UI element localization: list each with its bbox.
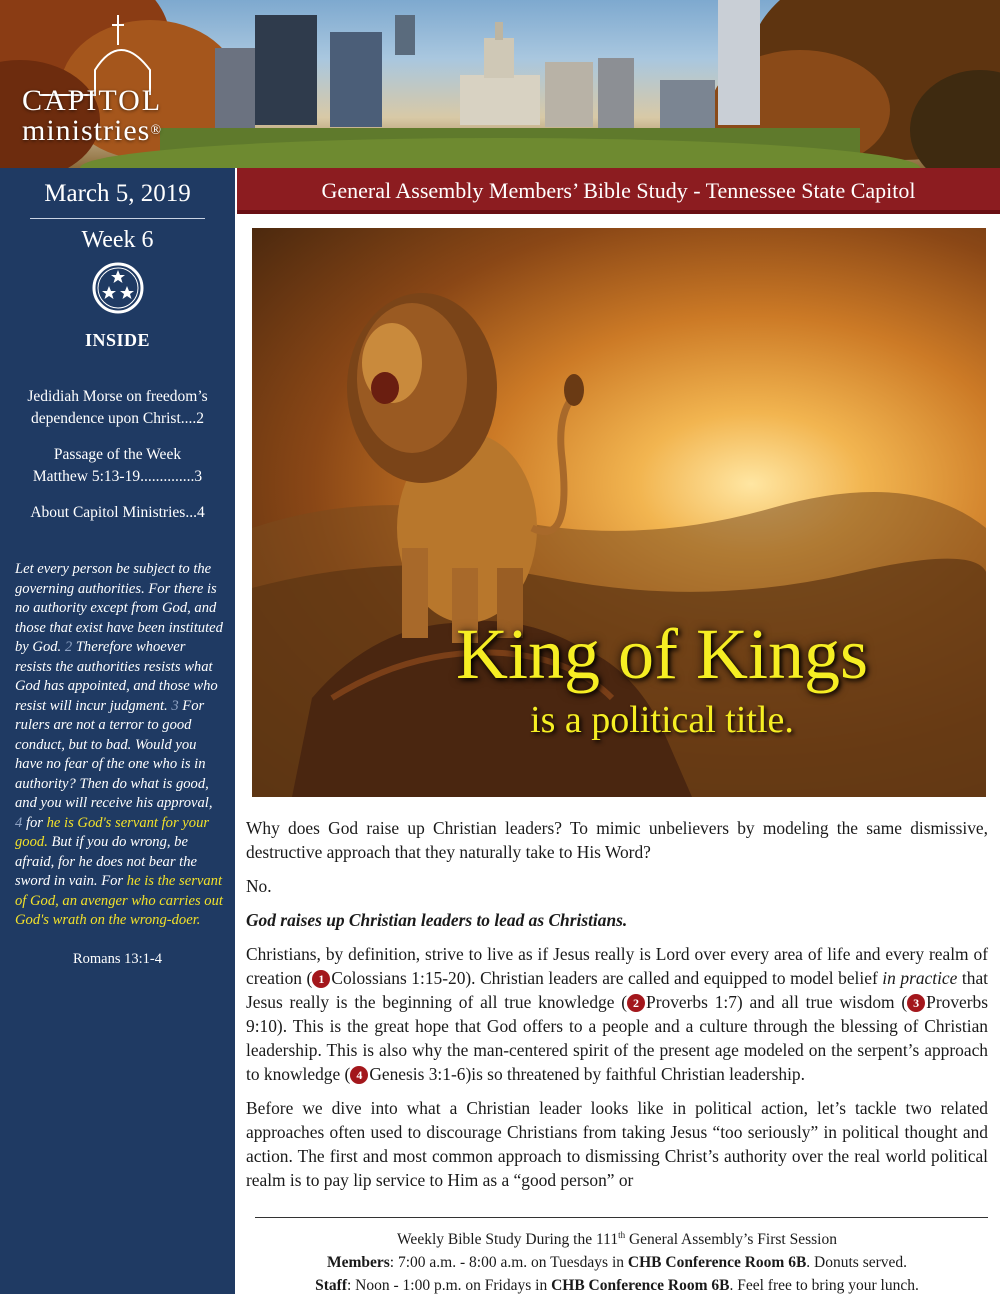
verse-number: 2 [64, 639, 73, 655]
footer-text: . Feel free to bring your lunch. [729, 1277, 919, 1294]
members-label: Members [326, 1254, 390, 1272]
tennessee-tristar-icon [92, 262, 144, 314]
toc-item-line: Jedidiah Morse on freedom’s [27, 388, 208, 405]
footnote-badge[interactable]: 1 [312, 970, 330, 988]
verse-number: 4 [15, 814, 23, 831]
toc-item-line: Passage of the Week [53, 446, 182, 463]
toc-item-passage[interactable] [0, 444, 235, 488]
footer-divider [255, 1217, 988, 1218]
article-text: Colossians 1:15-20). Christian leaders are called and equipped to model belief [331, 968, 883, 988]
verse-text: But if you do wrong, be afraid, for he does not bear the sword in vain. For [15, 834, 198, 889]
hero-image [252, 228, 986, 797]
article-text: Proverbs 1:7) and all true wisdom ( [646, 992, 908, 1012]
article-paragraph [246, 942, 988, 1086]
sidebar-divider [30, 218, 205, 219]
inside-heading: INSIDE [84, 330, 151, 350]
toc-item-about[interactable] [0, 502, 235, 524]
toc-item-morse[interactable] [0, 386, 235, 430]
staff-label: Staff [315, 1277, 347, 1294]
header-banner [0, 0, 1000, 168]
verse-text: for [22, 814, 47, 831]
room-name: CHB Conference Room 6B [551, 1277, 730, 1294]
table-of-contents [0, 386, 235, 524]
logo-line-2-text: ministries [22, 114, 151, 147]
footer-text: : Noon - 1:00 p.m. on Fridays in [347, 1277, 552, 1294]
article-body [246, 816, 988, 1202]
footer-text: . Donuts served. [806, 1254, 908, 1272]
verse-highlight: he is God's servant for your good. [15, 814, 210, 850]
article-paragraph: No. [246, 876, 272, 896]
footer-session-line [246, 1224, 988, 1251]
article-text: Genesis 3:1-6)is so threatened by faithful Christian leadership. [369, 1064, 805, 1084]
article-text: Proverbs 9:10). This is the great hope that God offers to a people and a culture through the blessing of Christian leadership. This is also why the man-centered spirit of the present age modeled on the serpent’s approach to knowledge ( [246, 992, 988, 1084]
article-text: Christians, by definition, strive to live as if Jesus really is Lord over every area of life and every realm of creation ( [246, 944, 988, 988]
verse-text: Let every person be subject to the governing authorities. For there is no authority except from God, and those that exist have been instituted by God. [15, 561, 223, 655]
toc-item-line: dependence upon Christ....2 [30, 410, 205, 427]
footer-ordinal: th [618, 1230, 626, 1240]
scripture-reference: Romans 13:1-4 [72, 950, 162, 967]
verse-number: 3 [171, 697, 179, 714]
footer-members-line [246, 1251, 988, 1274]
footnote-badge[interactable]: 4 [350, 1066, 368, 1084]
verse-highlight: he is the servant of God, an avenger who carries out God's wrath on the wrong-doer. [15, 873, 223, 928]
footer-staff-line [246, 1274, 988, 1294]
logo-line-2 [22, 116, 162, 146]
footnote-badge[interactable]: 3 [907, 994, 925, 1012]
toc-item-line: About Capitol Ministries...4 [30, 504, 205, 521]
issue-date: March 5, 2019 [44, 180, 191, 207]
hero-title: King of Kings [456, 614, 868, 694]
footer-text: : 7:00 a.m. - 8:00 a.m. on Tuesdays in [389, 1254, 628, 1272]
article-emphasis: in practice [882, 968, 958, 988]
study-title-band: General Assembly Members’ Bible Study - Tennessee State Capitol [237, 168, 1000, 214]
article-text: that Jesus really is the beginning of all true knowledge ( [246, 968, 989, 1012]
schedule-footer [246, 1224, 988, 1294]
scripture-passage [0, 538, 235, 931]
article-thesis: God raises up Christian leaders to lead as Christians. [246, 910, 628, 930]
footer-text: Weekly Bible Study During the 111 [397, 1231, 619, 1249]
left-sidebar [0, 168, 235, 1294]
footnote-badge[interactable]: 2 [627, 994, 645, 1012]
registered-mark: ® [150, 123, 162, 138]
hero-subtitle: is a political title. [530, 699, 794, 741]
verse-text: For rulers are not a terror to good conduct, but to bad. Would you have no fear of the one who is in authority? Then do what is good, and you will receive his approval, [15, 697, 213, 811]
verse-text: Therefore whoever resists the authorities resists what God has appointed, and those who resist will incur judgment. [15, 639, 218, 714]
footer-text: General Assembly’s First Session [625, 1231, 837, 1249]
week-label: Week 6 [81, 227, 154, 253]
capitol-ministries-logo [22, 86, 162, 146]
toc-item-line: Matthew 5:13-19..............3 [32, 468, 203, 485]
article-paragraph: Why does God raise up Christian leaders? To mimic unbelievers by modeling the same dismissive, destructive approach that they naturally take to His Word? [246, 818, 988, 862]
article-paragraph: Before we dive into what a Christian leader looks like in political action, let’s tackle two related approaches often used to discourage Christians from taking Jesus “too seriously” in political thought and action. The first and most common approach to dismissing Christ’s authority over the real world political realm is to pay lip service to Him as a “good person” or [246, 1098, 988, 1190]
logo-line-1: CAPITOL [22, 84, 163, 117]
room-name: CHB Conference Room 6B [627, 1254, 807, 1272]
